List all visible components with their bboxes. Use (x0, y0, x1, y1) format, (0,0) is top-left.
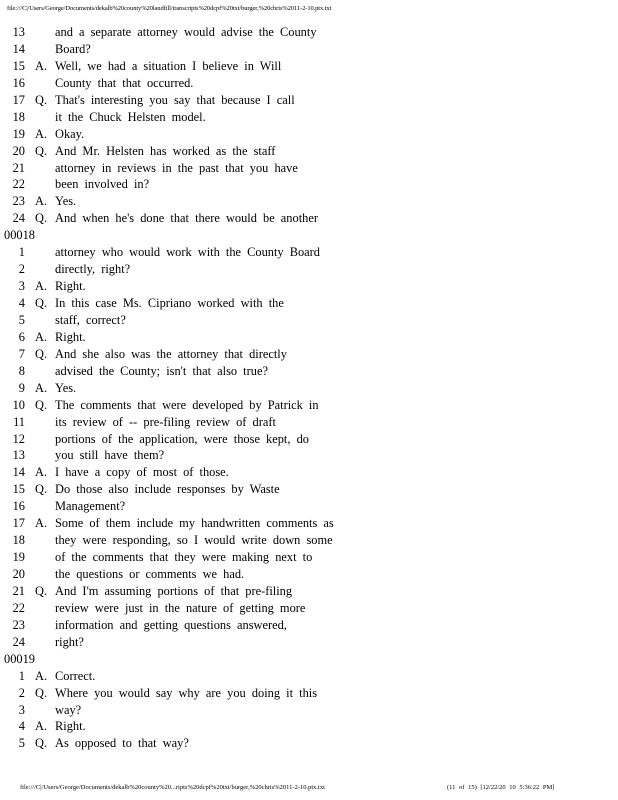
transcript-line (0, 127, 618, 144)
line-number: 2 (18, 685, 25, 700)
line-text: Yes. (55, 380, 77, 395)
transcript-line (0, 59, 618, 76)
transcript-line (0, 669, 618, 686)
speaker-marker: A. (35, 380, 48, 395)
page-number: 00018 (4, 228, 35, 243)
speaker-marker: Q. (35, 346, 48, 361)
line-number: 8 (18, 363, 25, 378)
line-text: As opposed to that way? (55, 736, 189, 751)
speaker-marker: A. (35, 329, 48, 344)
line-number: 9 (18, 380, 25, 395)
page-number: 00019 (4, 651, 35, 666)
line-text: And when he's done that there would be another (55, 211, 318, 226)
speaker-marker: A. (35, 194, 48, 209)
speaker-marker: Q. (35, 397, 48, 412)
line-number: 1 (18, 245, 25, 260)
line-number: 22 (12, 600, 25, 615)
transcript-line (0, 211, 618, 228)
transcript-line (0, 144, 618, 161)
line-text: And Mr. Helsten has worked as the staff (55, 143, 276, 158)
page-number-marker (0, 228, 618, 245)
line-number: 7 (18, 346, 25, 361)
line-text: information and getting questions answered, (55, 617, 287, 632)
transcript-line (0, 550, 618, 567)
line-text: That's interesting you say that because I call (55, 92, 295, 107)
line-text: Do those also include responses by Waste (55, 482, 280, 497)
line-text: Management? (55, 499, 126, 514)
line-number: 18 (12, 533, 25, 548)
transcript-line (0, 703, 618, 720)
line-number: 15 (12, 58, 25, 73)
speaker-marker: Q. (35, 92, 48, 107)
transcript-line (0, 618, 618, 635)
line-number: 3 (18, 702, 25, 717)
line-text: Right. (55, 279, 86, 294)
line-text: it the Chuck Helsten model. (55, 109, 206, 124)
line-text: the questions or comments we had. (55, 567, 245, 581)
line-text: of the comments that they were making next to (55, 550, 313, 565)
transcript-body (0, 25, 618, 753)
line-number: 13 (12, 25, 25, 39)
line-number: 16 (12, 75, 25, 90)
speaker-marker: Q. (35, 736, 48, 751)
transcript-line (0, 415, 618, 432)
line-number: 15 (12, 482, 25, 497)
line-text: review were just in the nature of getting more (55, 600, 306, 615)
line-number: 19 (12, 550, 25, 565)
line-text: Where you would say why are you doing it this (55, 685, 318, 700)
line-number: 20 (12, 567, 25, 581)
line-number: 11 (13, 414, 25, 429)
line-number: 20 (12, 143, 25, 158)
speaker-marker: A. (35, 465, 48, 480)
transcript-line (0, 194, 618, 211)
transcript-line (0, 76, 618, 93)
transcript-line (0, 533, 618, 550)
line-text: I have a copy of most of those. (55, 465, 229, 480)
transcript-line (0, 296, 618, 313)
line-number: 4 (18, 719, 25, 734)
line-number: 17 (12, 516, 25, 531)
line-text: Okay. (55, 126, 85, 141)
speaker-marker: Q. (35, 211, 48, 226)
transcript-line (0, 110, 618, 127)
line-number: 23 (12, 617, 25, 632)
file-path-header: file:///C|/Users/George/Documents/dekalb%20county%20landfill/transcripts%20dcpf%20txt/burger,%20chris%2011-2-10.ptx.txt (7, 5, 332, 12)
speaker-marker: A. (35, 58, 48, 73)
line-text: advised the County; isn't that also true? (55, 363, 268, 378)
line-text: staff, correct? (55, 312, 126, 327)
line-text: Some of them include my handwritten comments as (55, 516, 334, 531)
line-text: been involved in? (55, 177, 150, 192)
line-text: Right. (55, 719, 86, 734)
line-number: 21 (12, 583, 25, 598)
line-number: 2 (18, 262, 25, 277)
line-number: 5 (18, 312, 25, 327)
transcript-line (0, 364, 618, 381)
file-path-footer: file:///C|/Users/George/Documents/dekalb%20county%20...ripts%20dcpf%20txt/burger,%20chris%2011-2-10.ptx.txt (20, 784, 325, 791)
speaker-marker: Q. (35, 685, 48, 700)
transcript-line (0, 177, 618, 194)
line-number: 13 (12, 448, 25, 463)
transcript-line (0, 25, 618, 42)
line-text: County that that occurred. (55, 75, 194, 90)
line-number: 3 (18, 279, 25, 294)
line-number: 5 (18, 736, 25, 751)
speaker-marker: A. (35, 668, 48, 683)
speaker-marker: A. (35, 719, 48, 734)
line-number: 10 (12, 397, 25, 412)
transcript-line (0, 313, 618, 330)
line-text: Yes. (55, 194, 77, 209)
transcript-line (0, 719, 618, 736)
transcript-line (0, 448, 618, 465)
line-number: 12 (12, 431, 25, 446)
transcript-line (0, 42, 618, 59)
transcript-line (0, 465, 618, 482)
line-text: attorney in reviews in the past that you have (55, 160, 298, 175)
transcript-line (0, 686, 618, 703)
line-text: And I'm assuming portions of that pre-filing (55, 583, 293, 598)
page-number-marker (0, 652, 618, 669)
transcript-line (0, 279, 618, 296)
line-text: directly, right? (55, 262, 131, 277)
line-text: you still have them? (55, 448, 165, 463)
line-text: Well, we had a situation I believe in Will (55, 58, 282, 73)
transcript-line (0, 499, 618, 516)
transcript-line (0, 161, 618, 178)
speaker-marker: Q. (35, 583, 48, 598)
transcript-line (0, 516, 618, 533)
speaker-marker: Q. (35, 482, 48, 497)
transcript-line (0, 482, 618, 499)
line-text: they were responding, so I would write down some (55, 533, 333, 548)
line-number: 17 (12, 92, 25, 107)
transcript-line (0, 601, 618, 618)
line-text: and a separate attorney would advise the County (55, 25, 317, 39)
line-number: 22 (12, 177, 25, 192)
speaker-marker: Q. (35, 296, 48, 310)
line-text: And she also was the attorney that directly (55, 346, 287, 361)
speaker-marker: A. (35, 126, 48, 141)
line-number: 16 (12, 499, 25, 514)
transcript-line (0, 635, 618, 652)
transcript-line (0, 347, 618, 364)
speaker-marker: Q. (35, 143, 48, 158)
line-text: its review of -- pre-filing review of draft (55, 414, 276, 429)
transcript-line (0, 567, 618, 584)
line-number: 19 (12, 126, 25, 141)
transcript-line (0, 584, 618, 601)
line-number: 4 (18, 296, 25, 310)
line-number: 6 (18, 329, 25, 344)
line-text: In this case Ms. Cipriano worked with the (55, 296, 284, 310)
speaker-marker: A. (35, 279, 48, 294)
line-text: The comments that were developed by Patrick in (55, 397, 319, 412)
line-text: Board? (55, 41, 91, 56)
line-text: right? (55, 634, 84, 649)
line-text: attorney who would work with the County Board (55, 245, 320, 260)
line-number: 21 (12, 160, 25, 175)
transcript-line (0, 262, 618, 279)
transcript-line (0, 93, 618, 110)
line-text: way? (55, 702, 82, 717)
transcript-line (0, 245, 618, 262)
transcript-line (0, 330, 618, 347)
line-number: 24 (12, 634, 25, 649)
line-number: 24 (12, 211, 25, 226)
speaker-marker: A. (35, 516, 48, 531)
line-number: 23 (12, 194, 25, 209)
transcript-line (0, 398, 618, 415)
line-number: 1 (18, 668, 25, 683)
line-number: 14 (12, 465, 25, 480)
transcript-line (0, 736, 618, 753)
line-text: Correct. (55, 668, 96, 683)
transcript-line (0, 381, 618, 398)
line-text: Right. (55, 329, 86, 344)
line-number: 18 (12, 109, 25, 124)
transcript-line (0, 432, 618, 449)
line-text: portions of the application, were those kept, do (55, 431, 309, 446)
page-info-footer: (11 of 15) [12/22/20 10 5:36:22 PM] (447, 784, 555, 791)
line-number: 14 (12, 41, 25, 56)
